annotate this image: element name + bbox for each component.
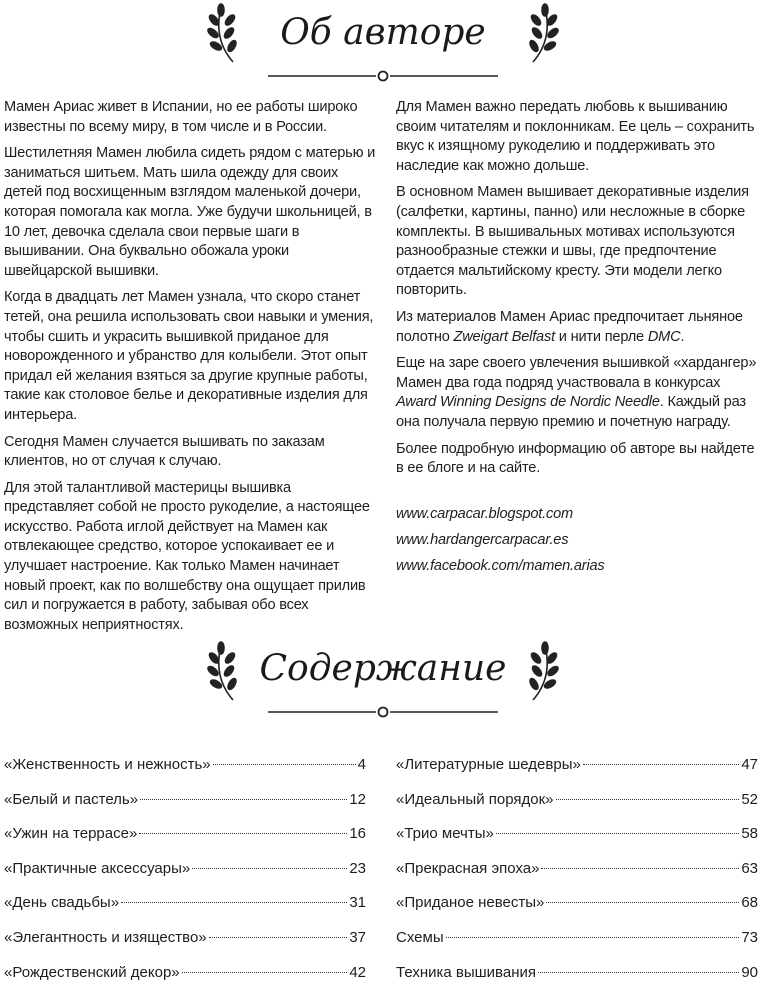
toc-entry[interactable] — [396, 894, 758, 929]
toc-entry[interactable] — [4, 756, 366, 791]
contents-heading: Содержание — [259, 648, 507, 689]
toc-leader-dots — [140, 799, 347, 800]
toc-entry-title: «Трио мечты» — [396, 825, 494, 843]
toc-entry[interactable] — [4, 894, 366, 929]
about-paragraph: Сегодня Мамен случается вышивать по заказам клиентов, но от случая к случаю. — [4, 433, 325, 470]
text-run: Еще на заре своего увлечения вышивкой «хардангер» Мамен два года подряд участвовала в конкурсах — [396, 355, 757, 391]
toc-leader-dots — [446, 937, 740, 938]
about-paragraph: Мамен Ариас живет в Испании, но ее работы широко известны по всему миру, в том числе и в России. — [4, 99, 358, 135]
toc-entry-title: «Приданое невесты» — [396, 894, 545, 912]
about-paragraph: Более подробную информацию об авторе вы найдете в ее блоге и на сайте. — [396, 440, 755, 477]
toc-leader-dots — [139, 833, 347, 834]
toc-entry-page: 52 — [741, 790, 758, 808]
toc-entry-page: 37 — [349, 928, 366, 946]
toc-entry[interactable] — [396, 929, 758, 964]
toc-entry-title: «Литературные шедевры» — [396, 756, 581, 773]
toc-leader-dots — [496, 833, 739, 834]
toc-entry-title: «Идеальный порядок» — [396, 790, 554, 808]
toc-entry-page: 31 — [349, 894, 366, 912]
toc-leader-dots — [541, 868, 739, 869]
toc-entry-page: 68 — [741, 894, 758, 912]
toc-left-column — [4, 756, 366, 998]
toc-entry-title: «Рождественский декор» — [4, 963, 180, 981]
toc-leader-dots — [121, 902, 347, 903]
text-run: и нити перле — [554, 328, 648, 345]
website-link[interactable]: www.hardangercarpacar.es — [396, 531, 569, 548]
text-run: . Каждый раз она получала первую премию и почетную награду. — [396, 394, 746, 430]
toc-entry-page: 4 — [357, 756, 366, 773]
toc-entry-page: 90 — [741, 963, 758, 981]
toc-entry-page: 47 — [741, 756, 758, 773]
toc-entry-title: «Женственность и нежность» — [4, 756, 211, 773]
toc-entry-title: Техника вышивания — [396, 963, 536, 981]
contest-name: Award Winning Designs de Nordic Needle — [396, 394, 660, 411]
toc-entry-page: 42 — [349, 963, 366, 981]
about-heading: Об авторе — [280, 12, 486, 53]
text-run: . — [680, 328, 685, 345]
about-paragraph: Для этой талантливой мастерицы вышивка представляет собой не просто рукоделие, а настоящее искусство. Работа иглой действует на Мамен как отвлекающее средство, которое успокаивает ее и улучшает настроение. Как только Мамен начинает новый проект, как по волшебству она ощущает прилив сил и погружается в работу, забывая обо всех возможных неприятностях. — [4, 479, 370, 633]
toc-entry-title: «Прекрасная эпоха» — [396, 859, 540, 877]
blog-link[interactable]: www.carpacar.blogspot.com — [396, 505, 573, 522]
toc-leader-dots — [583, 764, 739, 765]
toc-entry-title: «День свадьбы» — [4, 894, 120, 912]
about-paragraph: В основном Мамен вышивает декоративные изделия (салфетки, картины, панно) или несложные в сборке комплекты. В вышивальных мотивах используются разнообразные стежки и швы, где предпочтение отдается мальтийскому кресту. Эти модели легко повторить. — [396, 184, 749, 299]
about-paragraph: Шестилетняя Мамен любила сидеть рядом с матерью и заниматься шитьем. Мать шила одежду для своих детей под восхищенным взглядом маленькой дочери, которая помогала как могла. Уже будучи школьницей, в 10 лет, девочка сделала свои первые шаги в вышивании. Она буквально обожала уроки швейцарской вышивки. — [4, 145, 376, 279]
contents-heading-block — [0, 638, 766, 718]
fabric-name: Zweigart Belfast — [453, 328, 555, 345]
toc-entry[interactable] — [396, 964, 758, 999]
toc-entry-page: 12 — [349, 790, 366, 808]
toc-leader-dots — [213, 764, 356, 765]
toc-entry-title: Схемы — [396, 928, 444, 946]
toc-entry[interactable] — [396, 825, 758, 860]
about-paragraph: Для Мамен важно передать любовь к вышиванию своим читателям и поклонникам. Ее цель – сохранить вкус к изящному рукоделию и поддерживать это наследие как можно дольше. — [396, 99, 755, 174]
toc-entry[interactable] — [4, 929, 366, 964]
toc-leader-dots — [209, 937, 348, 938]
toc-entry-page: 73 — [741, 928, 758, 946]
toc-entry[interactable] — [4, 860, 366, 895]
toc-leader-dots — [556, 799, 740, 800]
toc-entry[interactable] — [396, 756, 758, 791]
toc-leader-dots — [182, 972, 348, 973]
toc-entry[interactable] — [4, 791, 366, 826]
toc-entry[interactable] — [4, 964, 366, 999]
toc-entry-page: 63 — [741, 859, 758, 877]
about-left-column — [4, 98, 376, 642]
toc-entry-title: «Белый и пастель» — [4, 790, 139, 808]
author-links — [396, 501, 762, 579]
about-paragraph: Когда в двадцать лет Мамен узнала, что скоро станет тетей, она решила использовать свои навыки и умения, чтобы сшить и украсить вышивкой приданое для новорожденного и убранство для колыбели. Этот опыт придал ей желания взяться за другие крупные работы, такие как столовое белье и декоративные изделия для интерьера. — [4, 289, 374, 423]
toc-leader-dots — [538, 972, 739, 973]
toc-leader-dots — [192, 868, 347, 869]
thread-brand: DMC — [647, 328, 681, 345]
about-paragraph-materials — [396, 308, 762, 347]
toc-entry-page: 16 — [349, 825, 366, 843]
about-heading-block — [0, 0, 766, 80]
toc-entry[interactable] — [396, 791, 758, 826]
toc-entry[interactable] — [396, 860, 758, 895]
toc-entry[interactable] — [4, 825, 366, 860]
toc-entry-title: «Элегантность и изящество» — [4, 928, 207, 946]
toc-entry-page: 58 — [741, 825, 758, 843]
toc-entry-title: «Ужин на террасе» — [4, 825, 138, 843]
text-run: Из материалов Мамен Ариас предпочитает льняное полотно — [396, 308, 743, 345]
toc-leader-dots — [546, 902, 739, 903]
about-right-column — [396, 98, 762, 579]
about-paragraph-contest — [396, 354, 762, 432]
toc-entry-title: «Практичные аксессуары» — [4, 859, 191, 877]
facebook-link[interactable]: www.facebook.com/mamen.arias — [396, 557, 605, 574]
toc-entry-page: 23 — [349, 859, 366, 877]
toc-right-column — [396, 756, 758, 998]
